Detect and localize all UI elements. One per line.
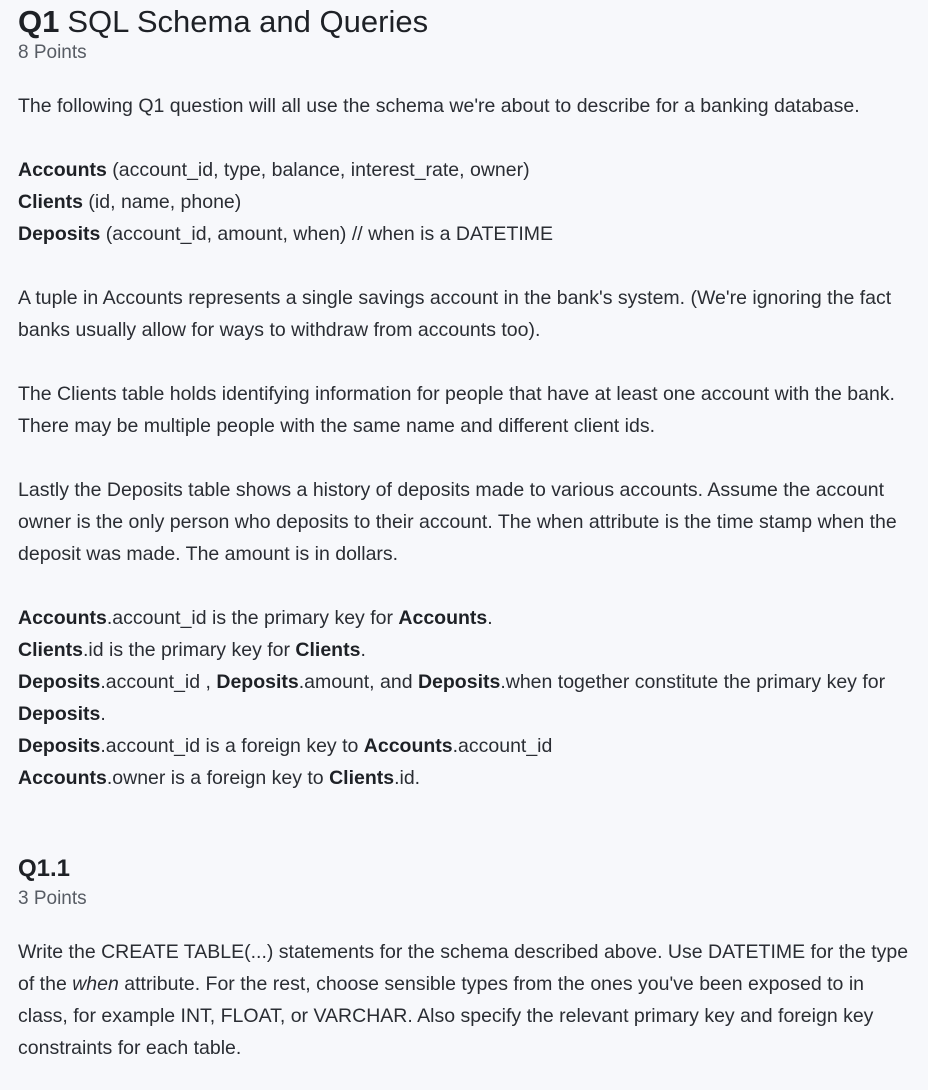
key-text: .when together constitute the primary key for <box>500 671 886 693</box>
prompt-emphasis: when <box>72 973 119 995</box>
question-q1 <box>18 2 910 794</box>
key-relation: Deposits <box>417 671 501 693</box>
subquestion-title <box>18 850 910 888</box>
key-line-deposits-fk <box>18 730 910 762</box>
relation-attrs: (id, name, phone) <box>83 191 242 213</box>
key-text: .owner is a foreign key to <box>106 767 330 789</box>
relation-attrs: (account_id, type, balance, interest_rate, owner) <box>106 159 530 181</box>
key-relation: Accounts <box>18 767 107 789</box>
subquestion-prompt <box>18 936 910 1064</box>
schema-line-clients <box>18 186 910 218</box>
key-relation: Deposits <box>216 671 299 693</box>
key-relation: Accounts <box>363 735 453 757</box>
key-line-accounts-fk <box>18 762 910 794</box>
relation-name: Deposits <box>18 223 101 245</box>
key-relation: Clients <box>295 639 361 661</box>
key-line-accounts-pk <box>18 602 910 634</box>
intro-paragraph: The following Q1 question will all use the schema we're about to describe for a banking database. <box>18 95 860 117</box>
schema-line-deposits <box>18 218 910 250</box>
subquestion-number: Q1.1 <box>18 855 71 882</box>
question-number: Q1 <box>18 4 60 39</box>
key-text: .account_id <box>452 735 553 757</box>
key-line-clients-pk <box>18 634 910 666</box>
key-relation: Accounts <box>398 607 488 629</box>
question-q1-1 <box>18 850 910 1064</box>
subquestion-points: 3 Points <box>18 888 87 909</box>
question-title-text: SQL Schema and Queries <box>67 4 429 39</box>
key-relation: Clients <box>329 767 395 789</box>
relation-name: Clients <box>18 191 84 213</box>
prompt-text: Write the CREATE TABLE(...) statements for the schema described above. Use DATETIME for the type of the <box>18 941 909 995</box>
schema-block <box>18 154 910 250</box>
key-relation: Deposits <box>18 735 101 757</box>
question-title <box>18 2 910 42</box>
clients-paragraph: The Clients table holds identifying information for people that have at least one account with the bank. There may be multiple people with the same name and different client ids. <box>18 383 895 437</box>
key-relation: Accounts <box>18 607 107 629</box>
relation-name: Accounts <box>18 159 107 181</box>
key-text: .id. <box>394 767 421 789</box>
prompt-text: attribute. For the rest, choose sensible types from the ones you've been exposed to in class, for example INT, FLOAT, or VARCHAR. Also specify the relevant primary key and foreign key constraints for each table. <box>18 973 874 1059</box>
keys-block <box>18 602 910 794</box>
key-text: . <box>487 607 493 629</box>
key-relation: Clients <box>18 639 84 661</box>
key-text: . <box>360 639 366 661</box>
key-text: .id is the primary key for <box>83 639 296 661</box>
question-points: 8 Points <box>18 42 87 63</box>
schema-line-accounts <box>18 154 910 186</box>
key-text: .account_id is a foreign key to <box>100 735 364 757</box>
accounts-paragraph: A tuple in Accounts represents a single savings account in the bank's system. (We're ignoring the fact banks usually allow for ways to withdraw from accounts too). <box>18 287 892 341</box>
key-text: .account_id is the primary key for <box>106 607 399 629</box>
key-text: .account_id , <box>100 671 217 693</box>
relation-attrs: (account_id, amount, when) // when is a DATETIME <box>100 223 554 245</box>
key-text: . <box>100 703 106 725</box>
key-line-deposits-pk <box>18 666 910 730</box>
deposits-paragraph: Lastly the Deposits table shows a history of deposits made to various accounts. Assume the account owner is the only person who deposits to their account. The when attribute is the time stamp when the deposit was made. The amount is in dollars. <box>18 479 897 565</box>
key-relation: Deposits <box>18 671 101 693</box>
key-text: .amount, and <box>298 671 418 693</box>
key-relation: Deposits <box>18 703 101 725</box>
